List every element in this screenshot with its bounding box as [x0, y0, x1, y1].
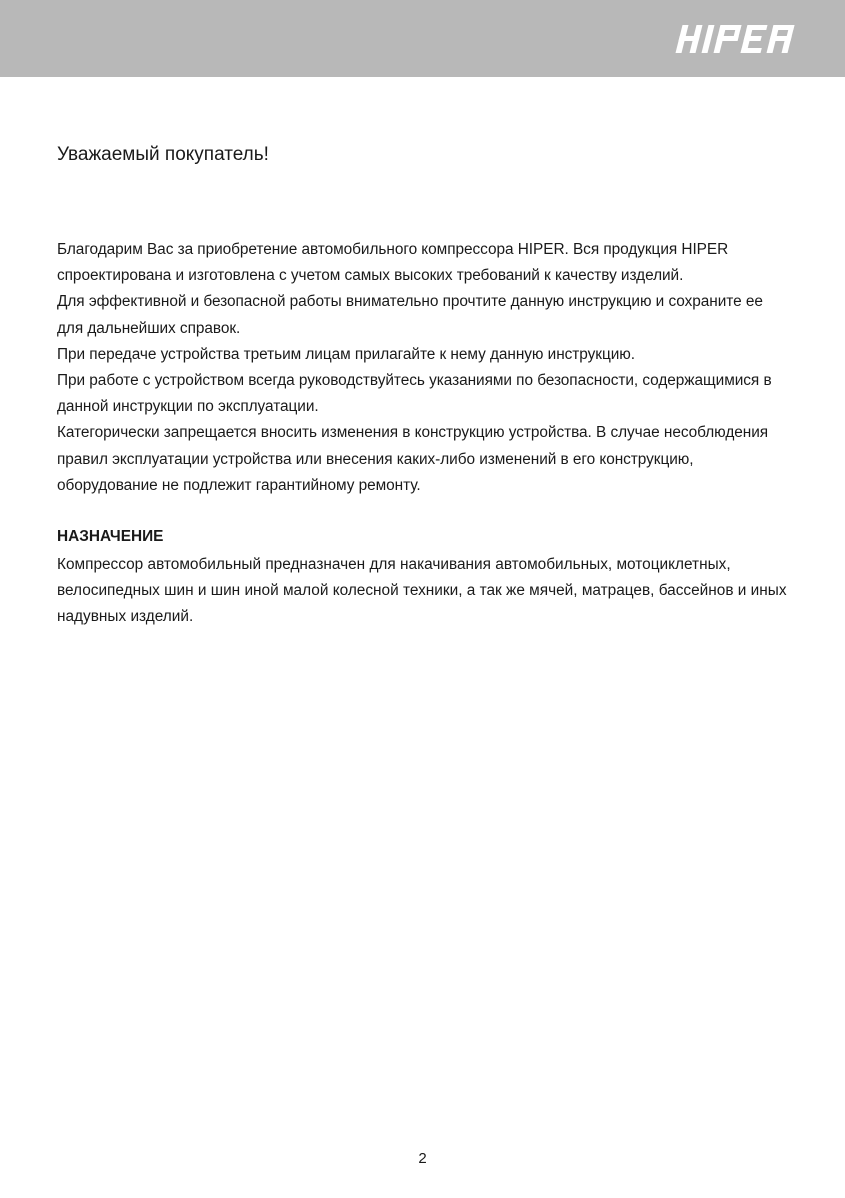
hiper-logo	[673, 17, 805, 61]
page-number: 2	[418, 1150, 427, 1167]
intro-section	[57, 237, 792, 499]
intro-paragraph: При работе с устройством всегда руководствуйтесь указаниями по безопасности, содержащимися в данной инструкции по эксплуатации.	[57, 372, 772, 416]
hiper-logo-icon	[673, 23, 805, 55]
intro-paragraph: Для эффективной и безопасной работы внимательно прочтите данную инструкцию и сохраните ее для дальнейших справок.	[57, 293, 763, 337]
intro-paragraph: При передаче устройства третьим лицам прилагайте к нему данную инструкцию.	[57, 345, 635, 363]
purpose-title: НАЗНАЧЕНИЕ	[57, 528, 164, 546]
document-content	[57, 141, 792, 631]
header-bar	[0, 0, 845, 77]
intro-paragraph: Благодарим Вас за приобретение автомобильного компрессора HIPER. Вся продукция HIPER спроектирована и изготовлена с учетом самых высоких требований к качеству изделий.	[57, 241, 729, 285]
greeting-heading: Уважаемый покупатель!	[57, 144, 269, 165]
intro-paragraph: Категорически запрещается вносить изменения в конструкцию устройства. В случае несоблюдения правил эксплуатации устройства или внесения каких-либо изменений в его конструкцию, оборудование не подлежит гарантийному ремонту.	[57, 424, 769, 494]
purpose-text: Компрессор автомобильный предназначен для накачивания автомобильных, мотоциклетных, велосипедных шин и шин иной малой колесной техники, а так же мячей, матрацев, бассейнов и иных надувных изделий.	[57, 556, 787, 626]
